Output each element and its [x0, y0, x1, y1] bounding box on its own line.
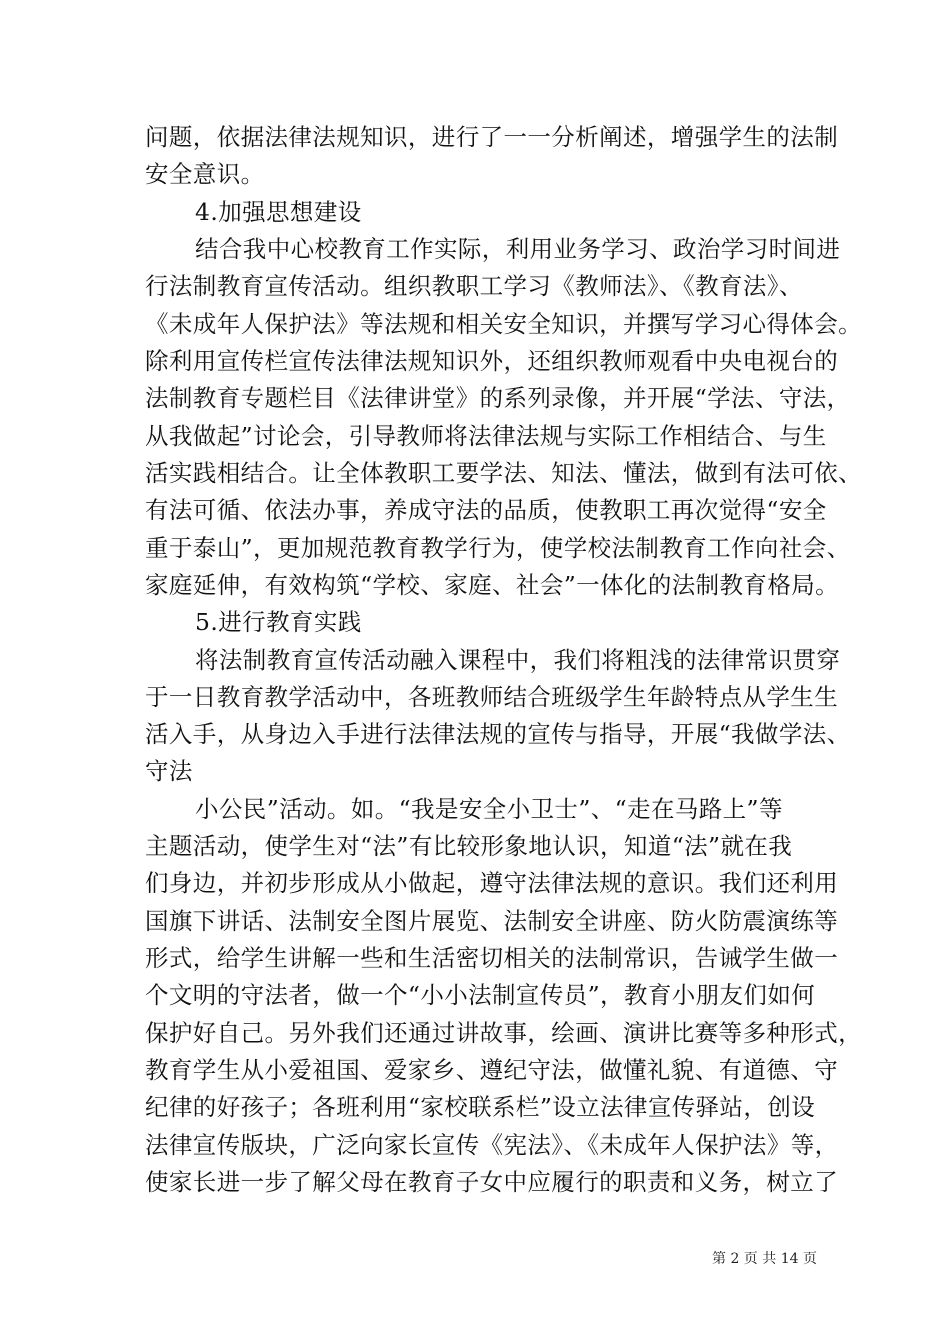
- section-heading: 4.加强思想建设: [195, 198, 362, 226]
- body-text-line: 行法制教育宣传活动。组织教职工学习《教师法》、《教育法》、: [145, 272, 803, 300]
- body-text-line: 活实践相结合。让全体教职工要学法、知法、懂法，做到有法可依、: [145, 459, 862, 487]
- section-heading: 5.进行教育实践: [195, 608, 362, 636]
- body-text-line: 安全意识。: [145, 160, 265, 188]
- body-text-line: 将法制教育宣传活动融入课程中，我们将粗浅的法律常识贯穿: [195, 646, 841, 674]
- body-text-line: 保护好自己。另外我们还通过讲故事，绘画、演讲比赛等多种形式，: [145, 1019, 862, 1047]
- body-text-line: 教育学生从小爱祖国、爱家乡、遵纪守法，做懂礼貌、有道德、守: [145, 1056, 839, 1084]
- body-text-line: 法律宣传版块，广泛向家长宣传《宪法》、《未成年人保护法》等，: [145, 1131, 839, 1159]
- body-text-line: 活入手，从身边入手进行法律法规的宣传与指导，开展“我做学法、: [145, 720, 851, 748]
- body-text-line: 有法可循、依法办事，养成守法的品质，使教职工再次觉得“安全: [145, 496, 827, 524]
- body-text-line: 国旗下讲话、法制安全图片展览、法制安全讲座、防火防震演练等: [145, 907, 839, 935]
- body-text-line: 主题活动，使学生对“法”有比较形象地认识，知道“法”就在我: [145, 832, 793, 860]
- body-text-line: 法制教育专题栏目《法律讲堂》的系列录像，并开展“学法、守法，: [145, 384, 851, 412]
- body-text-line: 重于泰山”，更加规范教育教学行为，使学校法制教育工作向社会、: [145, 534, 851, 562]
- body-text-line: 问题，依据法律法规知识，进行了一一分析阐述，增强学生的法制: [145, 123, 839, 151]
- body-text-line: 个文明的守法者，做一个“小小法制宣传员”，教育小朋友们如何: [145, 981, 816, 1009]
- body-text-line: 形式，给学生讲解一些和生活密切相关的法制常识，告诫学生做一: [145, 944, 839, 972]
- body-text-line: 于一日教育教学活动中，各班教师结合班级学生年龄特点从学生生: [145, 683, 839, 711]
- body-text-line: 守法: [145, 757, 193, 785]
- body-text-line: 《未成年人保护法》等法规和相关安全知识，并撰写学习心得体会。: [145, 310, 862, 338]
- body-text-line: 除利用宣传栏宣传法律法规知识外，还组织教师观看中央电视台的: [145, 347, 839, 375]
- page-number: 第 2 页 共 14 页: [712, 1251, 817, 1267]
- body-text-line: 小公民”活动。如。“我是安全小卫士”、“走在马路上”等: [195, 795, 783, 823]
- body-text-line: 使家长进一步了解父母在教育子女中应履行的职责和义务，树立了: [145, 1168, 839, 1196]
- body-text-line: 结合我中心校教育工作实际，利用业务学习、政治学习时间进: [195, 235, 841, 263]
- body-text-line: 们身边，并初步形成从小做起，遵守法律法规的意识。我们还利用: [145, 869, 839, 897]
- body-text-line: 从我做起”讨论会，引导教师将法律法规与实际工作相结合、与生: [145, 422, 827, 450]
- body-text-line: 家庭延伸，有效构筑“学校、家庭、社会”一体化的法制教育格局。: [145, 571, 840, 599]
- body-text-line: 纪律的好孩子；各班利用“家校联系栏”设立法律宣传驿站，创设: [145, 1093, 816, 1121]
